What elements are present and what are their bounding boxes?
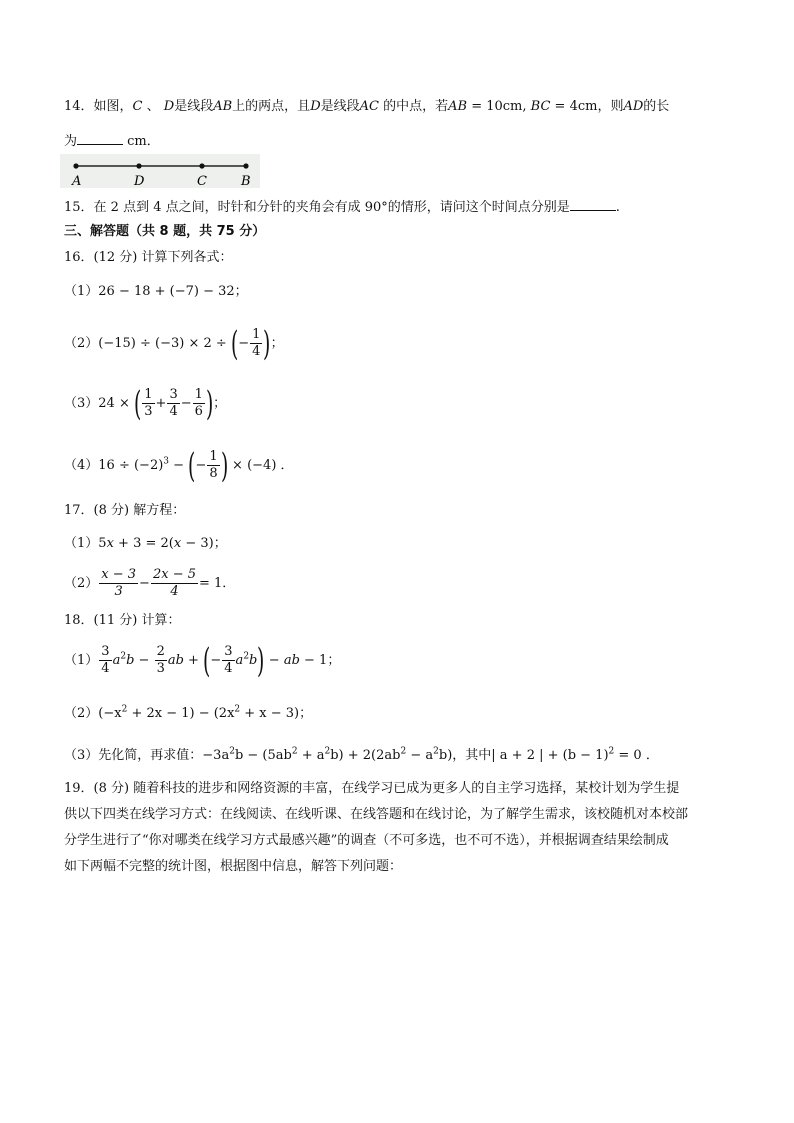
plus: +	[183, 653, 204, 668]
segment-ac: AC	[359, 99, 379, 114]
label-b: B	[241, 174, 251, 188]
minus: −	[238, 336, 250, 351]
end: = 1．	[198, 576, 236, 591]
point-c: C	[132, 99, 143, 114]
exponent: 2	[324, 746, 331, 757]
minus: −	[195, 458, 207, 473]
paren-open: (	[203, 640, 211, 681]
point-c-dot	[199, 163, 204, 168]
numerator: 2x − 5	[152, 567, 196, 582]
fraction	[155, 644, 167, 677]
part-label: （2）	[64, 336, 99, 351]
denominator: 4	[170, 584, 179, 599]
denominator: 3	[156, 661, 165, 676]
q17-part2	[64, 566, 235, 602]
q18-part1	[64, 640, 341, 681]
paren-open: (	[230, 323, 239, 364]
expr: 24 ×	[98, 396, 134, 411]
paren-open: (	[188, 445, 196, 486]
point-a-dot	[73, 163, 78, 168]
exponent: 2	[608, 746, 615, 757]
exponent: 2	[400, 746, 407, 757]
variable: a	[235, 653, 244, 668]
expr: − 3)；	[181, 536, 227, 551]
exponent: 2	[291, 746, 298, 757]
part-label: （3）	[64, 396, 99, 411]
minus: −	[180, 396, 192, 411]
expr: (−15) ÷ (−3) × 2 ÷	[98, 336, 231, 351]
part-label: （2）	[64, 576, 99, 591]
paren-close: )	[257, 640, 265, 681]
end: ；	[270, 336, 284, 351]
denominator: 8	[209, 466, 218, 481]
q18-part3	[64, 746, 659, 766]
segment-figure	[60, 154, 260, 188]
exponent: 2	[229, 746, 235, 757]
q14-text: 为	[64, 134, 78, 149]
numerator: 3	[169, 387, 178, 402]
point-d-dot	[136, 163, 141, 168]
q18-head: 18．(11 分) 计算：	[64, 613, 181, 628]
section-heading: 三、解答题（共 8 题，共 75 分）	[64, 224, 266, 239]
expr: + 3 = 2(	[113, 536, 174, 551]
q14-text: 是线段	[320, 99, 360, 114]
plus: +	[155, 396, 167, 411]
minus: −	[139, 576, 150, 591]
expr: = 0 ．	[614, 748, 659, 763]
fraction	[142, 387, 154, 420]
denominator: 3	[144, 404, 153, 419]
variable: b	[249, 653, 258, 668]
fraction	[99, 644, 111, 677]
expr: + x − 3)；	[240, 706, 313, 721]
variable: ab	[167, 653, 184, 668]
q14-text: 的中点，若	[378, 99, 449, 114]
numerator: 3	[101, 644, 110, 659]
point-d: D	[163, 99, 175, 114]
numerator: 2	[156, 644, 165, 659]
end: ；	[213, 396, 227, 411]
q15-text: 15．在 2 点到 4 点之间，时针和分针的夹角会有成 90°的情形，请问这个时间点分别是	[64, 200, 570, 215]
exponent: 2	[243, 651, 250, 662]
fraction	[193, 387, 205, 420]
q14-text: 上的两点，且	[232, 99, 311, 114]
variable: a	[112, 653, 121, 668]
denominator: 4	[169, 404, 178, 419]
paren-close: )	[220, 445, 228, 486]
q18-part2	[64, 704, 312, 724]
denominator: 6	[194, 404, 203, 419]
part-label: （1）	[64, 536, 99, 551]
q19-line1: 19．(8 分) 随着科技的进步和网络资源的丰富，在线学习已成为更多人的自主学习选择，某校计划为学生提	[64, 781, 680, 796]
expr: + 2x − 1) − (2x	[127, 706, 235, 721]
minus: −	[169, 458, 189, 473]
q14-line1	[64, 97, 669, 117]
variable-x: x	[173, 536, 182, 551]
paren-open: (	[133, 383, 142, 424]
q14-text: 的长	[643, 99, 670, 114]
q17-part1	[64, 534, 227, 554]
label-c: C	[197, 174, 207, 188]
expr-rest: × (−4) ．	[227, 458, 294, 473]
exponent: 3	[163, 456, 170, 467]
paren-close: )	[263, 323, 271, 364]
point-d: D	[310, 99, 321, 114]
expr: + a	[297, 748, 325, 763]
exponent: 2	[121, 704, 128, 715]
expr: b)，其中| a + 2 | + (b − 1)	[438, 748, 609, 763]
part-label: （3）先化简，再求值：	[64, 748, 203, 763]
q15	[64, 198, 620, 218]
numerator: 1	[252, 327, 261, 342]
q19-line2: 供以下四类在线学习方式：在线阅读、在线听课、在线答题和在线讨论，为了解学生需求，该校随机对本校部	[64, 807, 689, 822]
segment-ab: AB	[448, 99, 468, 114]
numerator: 1	[194, 387, 203, 402]
expr: 16 ÷ (−2)	[98, 458, 164, 473]
fraction	[250, 327, 262, 360]
label-d: D	[134, 174, 145, 188]
variable: ab	[283, 653, 300, 668]
minus: −	[134, 653, 154, 668]
expr: 5	[98, 536, 107, 551]
point-b-dot	[243, 163, 248, 168]
q14-text: 14．如图，	[64, 99, 133, 114]
fraction	[222, 644, 234, 677]
q14-text: 、	[142, 99, 164, 114]
variable: b	[126, 653, 135, 668]
expr: (−x	[98, 706, 122, 721]
denominator: 4	[252, 344, 261, 359]
part-label: （2）	[64, 706, 99, 721]
q14-value: = 10cm,	[467, 99, 531, 114]
q16-part1: （1）26 − 18 + (−7) − 32；	[64, 284, 248, 299]
fraction	[207, 449, 219, 482]
segment-diagram	[60, 154, 260, 188]
numerator: x − 3	[101, 567, 137, 582]
fraction	[167, 387, 179, 420]
q15-end: .	[615, 200, 620, 215]
variable-x: x	[106, 536, 114, 551]
fraction	[151, 567, 198, 600]
minus: −	[210, 653, 222, 668]
fraction	[99, 567, 138, 600]
segment-bc: BC	[530, 99, 551, 114]
q19-line4: 如下两幅不完整的统计图，根据图中信息，解答下列问题：	[64, 859, 403, 874]
part-label: （4）	[64, 458, 99, 473]
exponent: 2	[433, 746, 439, 757]
numerator: 1	[144, 387, 153, 402]
part-label: （1）	[64, 653, 99, 668]
segment-ad: AD	[623, 99, 644, 114]
q14-line2	[64, 132, 160, 152]
q16-part3	[64, 383, 227, 424]
q17-head: 17．(8 分) 解方程：	[64, 503, 186, 518]
answer-blank[interactable]	[77, 132, 123, 145]
numerator: 3	[224, 644, 233, 659]
q16-head: 16．(12 分) 计算下列各式：	[64, 250, 233, 265]
q14-text: 是线段	[174, 99, 214, 114]
q14-value: = 4cm	[550, 99, 598, 114]
end: − 1；	[299, 653, 341, 668]
q16-part4	[64, 445, 294, 486]
minus: −	[264, 653, 284, 668]
paren-close: )	[205, 383, 214, 424]
label-a: A	[72, 174, 82, 188]
q19-line3: 分学生进行了“你对哪类在线学习方式最感兴趣”的调查（不可多选，也不可不选），并根据调查结果绘制成	[64, 833, 669, 848]
q16-part2	[64, 323, 284, 364]
q14-unit: cm．	[123, 134, 160, 149]
segment-ab: AB	[213, 99, 233, 114]
expr: −3a	[202, 748, 230, 763]
exponent: 2	[120, 651, 127, 662]
expr: b) + 2(2ab	[330, 748, 401, 763]
denominator: 3	[114, 584, 123, 599]
answer-blank[interactable]	[570, 198, 616, 211]
q14-text: ，则	[597, 99, 624, 114]
numerator: 1	[209, 449, 218, 464]
expr: b − (5ab	[234, 748, 292, 763]
expr: − a	[406, 748, 434, 763]
denominator: 4	[101, 661, 110, 676]
denominator: 4	[224, 661, 233, 676]
exponent: 2	[234, 704, 241, 715]
